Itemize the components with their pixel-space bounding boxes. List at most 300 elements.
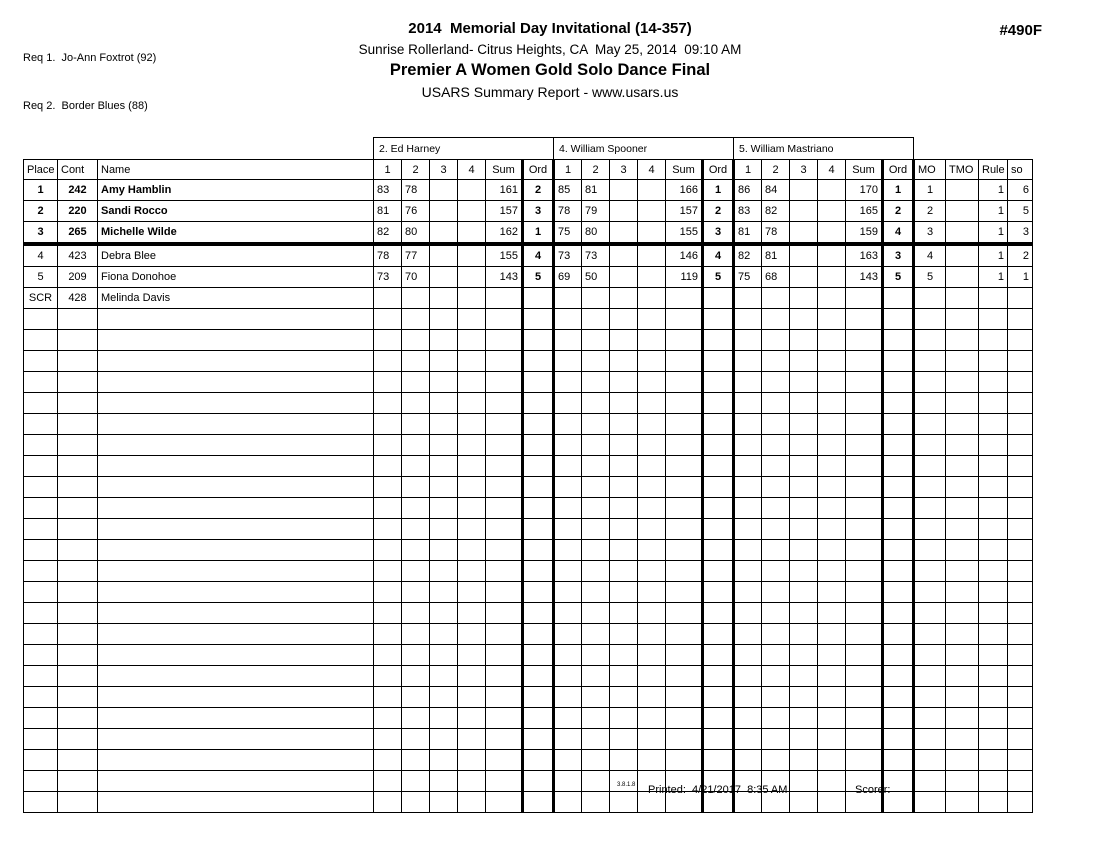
- cell-score: [554, 288, 582, 309]
- cell-rule: [979, 456, 1008, 477]
- cell-ord: [523, 561, 554, 582]
- cell-score: [790, 666, 818, 687]
- cell-mo: [914, 561, 946, 582]
- empty-row: [24, 519, 1033, 540]
- cell-score: [638, 372, 666, 393]
- cell-score: [734, 393, 762, 414]
- cell-score: [430, 244, 458, 267]
- cell-ord: [523, 582, 554, 603]
- cell-ord: [703, 645, 734, 666]
- column-header: Sum: [846, 160, 883, 180]
- cell-score: [638, 222, 666, 245]
- cell-score: [610, 687, 638, 708]
- cell-so: [1008, 603, 1033, 624]
- cell-score: [734, 561, 762, 582]
- cell-score: [762, 372, 790, 393]
- cell-cont: [58, 666, 98, 687]
- cell-rule: [979, 561, 1008, 582]
- cell-score: [818, 687, 846, 708]
- cell-sum: [486, 351, 523, 372]
- cell-score: [458, 435, 486, 456]
- cell-score: [762, 582, 790, 603]
- cell-score: [762, 561, 790, 582]
- cell-score: [582, 603, 610, 624]
- cell-rule: [979, 393, 1008, 414]
- cell-score: [402, 477, 430, 498]
- cell-score: [610, 372, 638, 393]
- cell-sum: [666, 603, 703, 624]
- cell-score: [458, 624, 486, 645]
- cell-score: [734, 288, 762, 309]
- cell-mo: [914, 603, 946, 624]
- cell-ord: [703, 393, 734, 414]
- column-header: 2: [582, 160, 610, 180]
- cell-sum: 119: [666, 267, 703, 288]
- cell-score: [818, 351, 846, 372]
- cell-sum: [486, 582, 523, 603]
- cell-score: 86: [734, 180, 762, 201]
- cell-score: 81: [374, 201, 402, 222]
- cell-score: [374, 645, 402, 666]
- cell-score: [374, 330, 402, 351]
- cell-score: [402, 288, 430, 309]
- cell-score: [818, 456, 846, 477]
- cell-mo: [914, 393, 946, 414]
- cell-rule: [979, 519, 1008, 540]
- cell-place: 4: [24, 244, 58, 267]
- cell-score: [790, 351, 818, 372]
- cell-mo: [914, 519, 946, 540]
- cell-score: [734, 477, 762, 498]
- cell-score: [610, 498, 638, 519]
- cell-rule: 1: [979, 180, 1008, 201]
- cell-so: [1008, 729, 1033, 750]
- cell-cont: [58, 498, 98, 519]
- cell-ord: 2: [703, 201, 734, 222]
- cell-sum: [666, 687, 703, 708]
- cell-score: [554, 687, 582, 708]
- cell-score: [402, 309, 430, 330]
- cell-score: [458, 393, 486, 414]
- cell-tmo: [946, 222, 979, 245]
- cell-score: [430, 624, 458, 645]
- cell-mo: [914, 540, 946, 561]
- cell-name: [98, 645, 374, 666]
- cell-name: [98, 561, 374, 582]
- cell-ord: [703, 288, 734, 309]
- cell-score: [638, 393, 666, 414]
- cell-score: [458, 372, 486, 393]
- cell-rule: [979, 582, 1008, 603]
- cell-score: [818, 498, 846, 519]
- cell-sum: [666, 750, 703, 771]
- cell-place: 5: [24, 267, 58, 288]
- cell-place: [24, 582, 58, 603]
- cell-name: [98, 750, 374, 771]
- cell-sum: [486, 666, 523, 687]
- cell-so: [1008, 540, 1033, 561]
- cell-score: 84: [762, 180, 790, 201]
- cell-score: 81: [582, 180, 610, 201]
- column-header: 2: [402, 160, 430, 180]
- cell-rule: [979, 666, 1008, 687]
- cell-ord: [883, 288, 914, 309]
- cell-score: [554, 540, 582, 561]
- cell-score: [610, 456, 638, 477]
- cell-score: [790, 414, 818, 435]
- cell-score: [790, 582, 818, 603]
- cell-place: [24, 519, 58, 540]
- column-header: so: [1008, 160, 1033, 180]
- cell-score: [554, 477, 582, 498]
- cell-sum: [846, 393, 883, 414]
- cell-cont: [58, 729, 98, 750]
- cell-score: 76: [402, 201, 430, 222]
- cell-score: [554, 414, 582, 435]
- cell-tmo: [946, 372, 979, 393]
- cell-score: [430, 750, 458, 771]
- cell-cont: [58, 582, 98, 603]
- cell-cont: [58, 750, 98, 771]
- cell-ord: [523, 372, 554, 393]
- cell-mo: [914, 498, 946, 519]
- cell-score: [790, 244, 818, 267]
- cell-score: 82: [374, 222, 402, 245]
- cell-ord: [703, 435, 734, 456]
- cell-score: [402, 330, 430, 351]
- cell-score: [582, 540, 610, 561]
- cell-ord: 4: [883, 222, 914, 245]
- cell-score: [790, 645, 818, 666]
- cell-score: [402, 561, 430, 582]
- cell-ord: 1: [703, 180, 734, 201]
- cell-ord: [523, 666, 554, 687]
- cell-sum: [486, 456, 523, 477]
- cell-tmo: [946, 244, 979, 267]
- cell-tmo: [946, 561, 979, 582]
- cell-score: [818, 201, 846, 222]
- column-header: TMO: [946, 160, 979, 180]
- cell-rule: [979, 750, 1008, 771]
- cell-sum: [846, 309, 883, 330]
- cell-score: [582, 666, 610, 687]
- cell-score: [554, 519, 582, 540]
- cell-sum: 170: [846, 180, 883, 201]
- cell-so: [1008, 288, 1033, 309]
- cell-score: [554, 393, 582, 414]
- cell-score: [790, 309, 818, 330]
- column-header: 1: [554, 160, 582, 180]
- cell-score: [734, 309, 762, 330]
- cell-sum: [846, 456, 883, 477]
- cell-sum: [486, 645, 523, 666]
- cell-sum: [486, 330, 523, 351]
- cell-cont: [58, 519, 98, 540]
- cell-so: 3: [1008, 222, 1033, 245]
- cell-ord: [883, 603, 914, 624]
- result-row: [24, 180, 1033, 201]
- column-header: 4: [458, 160, 486, 180]
- column-header: Sum: [666, 160, 703, 180]
- cell-score: [638, 180, 666, 201]
- cell-score: [402, 666, 430, 687]
- cell-score: [734, 582, 762, 603]
- cell-ord: [883, 477, 914, 498]
- cell-place: SCR: [24, 288, 58, 309]
- cell-score: [374, 540, 402, 561]
- cell-score: [430, 582, 458, 603]
- cell-score: [818, 372, 846, 393]
- cell-score: [762, 687, 790, 708]
- empty-row: [24, 708, 1033, 729]
- cell-score: [554, 603, 582, 624]
- cell-score: [582, 561, 610, 582]
- cell-score: [734, 645, 762, 666]
- cell-score: [430, 666, 458, 687]
- cell-score: [762, 393, 790, 414]
- cell-score: [638, 351, 666, 372]
- cell-score: [458, 687, 486, 708]
- cell-score: 77: [402, 244, 430, 267]
- results-table: [23, 137, 1033, 813]
- cell-ord: [523, 603, 554, 624]
- cell-score: [638, 666, 666, 687]
- cell-score: [402, 645, 430, 666]
- cell-sum: 165: [846, 201, 883, 222]
- cell-score: [610, 666, 638, 687]
- cell-score: [458, 708, 486, 729]
- cell-score: [402, 435, 430, 456]
- cell-ord: [703, 561, 734, 582]
- cell-so: 5: [1008, 201, 1033, 222]
- cell-score: [582, 393, 610, 414]
- cell-score: [790, 729, 818, 750]
- cell-score: [374, 687, 402, 708]
- cell-score: [374, 456, 402, 477]
- cell-score: [458, 330, 486, 351]
- cell-score: [818, 267, 846, 288]
- cell-score: [374, 498, 402, 519]
- cell-sum: [846, 540, 883, 561]
- report-type-line: USARS Summary Report - www.usars.us: [421, 84, 679, 100]
- cell-sum: [846, 561, 883, 582]
- cell-ord: 5: [703, 267, 734, 288]
- cell-score: [610, 330, 638, 351]
- cell-score: [734, 519, 762, 540]
- cell-ord: [883, 519, 914, 540]
- column-header: 4: [638, 160, 666, 180]
- cell-score: [762, 414, 790, 435]
- cell-tmo: [946, 582, 979, 603]
- cell-sum: [486, 687, 523, 708]
- cell-ord: [883, 666, 914, 687]
- cell-score: [458, 582, 486, 603]
- cell-cont: 220: [58, 201, 98, 222]
- column-header: Ord: [703, 160, 734, 180]
- cell-sum: [666, 729, 703, 750]
- cell-tmo: [946, 603, 979, 624]
- cell-sum: [666, 393, 703, 414]
- cell-place: [24, 603, 58, 624]
- cell-so: [1008, 393, 1033, 414]
- cell-mo: [914, 708, 946, 729]
- cell-place: [24, 414, 58, 435]
- cell-score: [818, 244, 846, 267]
- cell-sum: [486, 393, 523, 414]
- cell-ord: [523, 498, 554, 519]
- req-line-1: Req 1. Jo-Ann Foxtrot (92): [23, 52, 157, 64]
- cell-name: [98, 456, 374, 477]
- cell-score: [638, 645, 666, 666]
- cell-score: 82: [762, 201, 790, 222]
- cell-tmo: [946, 393, 979, 414]
- cell-score: [458, 222, 486, 245]
- cell-tmo: [946, 351, 979, 372]
- cell-score: 81: [762, 244, 790, 267]
- cell-name: [98, 729, 374, 750]
- cell-ord: [703, 687, 734, 708]
- cell-score: [554, 351, 582, 372]
- cell-ord: [883, 372, 914, 393]
- cell-sum: [666, 330, 703, 351]
- column-header: Place: [24, 160, 58, 180]
- cell-score: [458, 351, 486, 372]
- result-row: [24, 288, 1033, 309]
- cell-score: 73: [554, 244, 582, 267]
- cell-tmo: [946, 519, 979, 540]
- cell-score: [458, 456, 486, 477]
- cell-mo: [914, 414, 946, 435]
- cell-sum: [666, 561, 703, 582]
- empty-row: [24, 351, 1033, 372]
- cell-score: [638, 540, 666, 561]
- cell-score: [610, 435, 638, 456]
- cell-score: [610, 288, 638, 309]
- cell-score: [430, 729, 458, 750]
- cell-ord: [883, 687, 914, 708]
- cell-tmo: [946, 309, 979, 330]
- cell-sum: [486, 477, 523, 498]
- cell-score: [554, 645, 582, 666]
- cell-sum: 155: [666, 222, 703, 245]
- column-header: 1: [374, 160, 402, 180]
- cell-score: [430, 540, 458, 561]
- cell-ord: [523, 519, 554, 540]
- cell-score: [458, 288, 486, 309]
- cell-sum: [666, 498, 703, 519]
- version-text: 3.8.1.8: [617, 782, 636, 788]
- cell-score: [638, 267, 666, 288]
- cell-cont: 242: [58, 180, 98, 201]
- cell-score: [734, 750, 762, 771]
- cell-ord: [703, 351, 734, 372]
- cell-score: [430, 498, 458, 519]
- judge-header: 4. William Spooner: [554, 138, 734, 160]
- cell-tmo: [946, 267, 979, 288]
- cell-score: [790, 750, 818, 771]
- cell-so: [1008, 624, 1033, 645]
- cell-mo: [914, 288, 946, 309]
- cell-rule: [979, 708, 1008, 729]
- cell-score: [734, 540, 762, 561]
- cell-sum: [666, 372, 703, 393]
- cell-score: [430, 561, 458, 582]
- cell-so: [1008, 666, 1033, 687]
- cell-score: [402, 414, 430, 435]
- cell-score: [762, 624, 790, 645]
- empty-row: [24, 393, 1033, 414]
- cell-place: 2: [24, 201, 58, 222]
- cell-so: [1008, 351, 1033, 372]
- cell-score: [762, 708, 790, 729]
- cell-score: [582, 330, 610, 351]
- cell-ord: 5: [523, 267, 554, 288]
- cell-tmo: [946, 435, 979, 456]
- cell-score: [762, 603, 790, 624]
- cell-sum: [666, 645, 703, 666]
- cell-tmo: [946, 750, 979, 771]
- cell-score: [818, 624, 846, 645]
- cell-mo: [914, 582, 946, 603]
- cell-score: 69: [554, 267, 582, 288]
- cell-name: Fiona Donohoe: [98, 267, 374, 288]
- cell-ord: 3: [883, 244, 914, 267]
- cell-score: 78: [402, 180, 430, 201]
- cell-score: [790, 477, 818, 498]
- cell-score: [790, 330, 818, 351]
- cell-score: 75: [734, 267, 762, 288]
- cell-score: [582, 645, 610, 666]
- cell-score: [818, 330, 846, 351]
- cell-so: [1008, 708, 1033, 729]
- cell-score: [402, 708, 430, 729]
- judge-header-row: [24, 138, 1033, 160]
- cell-sum: [486, 519, 523, 540]
- cell-score: [554, 624, 582, 645]
- cell-sum: [486, 750, 523, 771]
- cell-ord: [883, 645, 914, 666]
- cell-ord: [883, 624, 914, 645]
- cell-score: [402, 351, 430, 372]
- cell-score: [610, 603, 638, 624]
- cell-score: [430, 456, 458, 477]
- report-number: #490F: [999, 22, 1042, 39]
- cell-score: [638, 330, 666, 351]
- cell-score: [374, 435, 402, 456]
- cell-score: [638, 414, 666, 435]
- cell-sum: [846, 687, 883, 708]
- cell-score: [762, 435, 790, 456]
- cell-score: [610, 477, 638, 498]
- cell-score: [818, 666, 846, 687]
- cell-score: [638, 624, 666, 645]
- cell-sum: [486, 288, 523, 309]
- cell-place: [24, 351, 58, 372]
- cell-so: [1008, 561, 1033, 582]
- cell-score: [554, 372, 582, 393]
- cell-ord: [883, 351, 914, 372]
- cell-name: [98, 477, 374, 498]
- cell-score: 50: [582, 267, 610, 288]
- cell-score: [582, 414, 610, 435]
- cell-cont: [58, 540, 98, 561]
- cell-cont: [58, 393, 98, 414]
- cell-score: [818, 477, 846, 498]
- cell-mo: [914, 729, 946, 750]
- report-footer: [0, 782, 1100, 798]
- cell-ord: [703, 477, 734, 498]
- empty-row: [24, 477, 1033, 498]
